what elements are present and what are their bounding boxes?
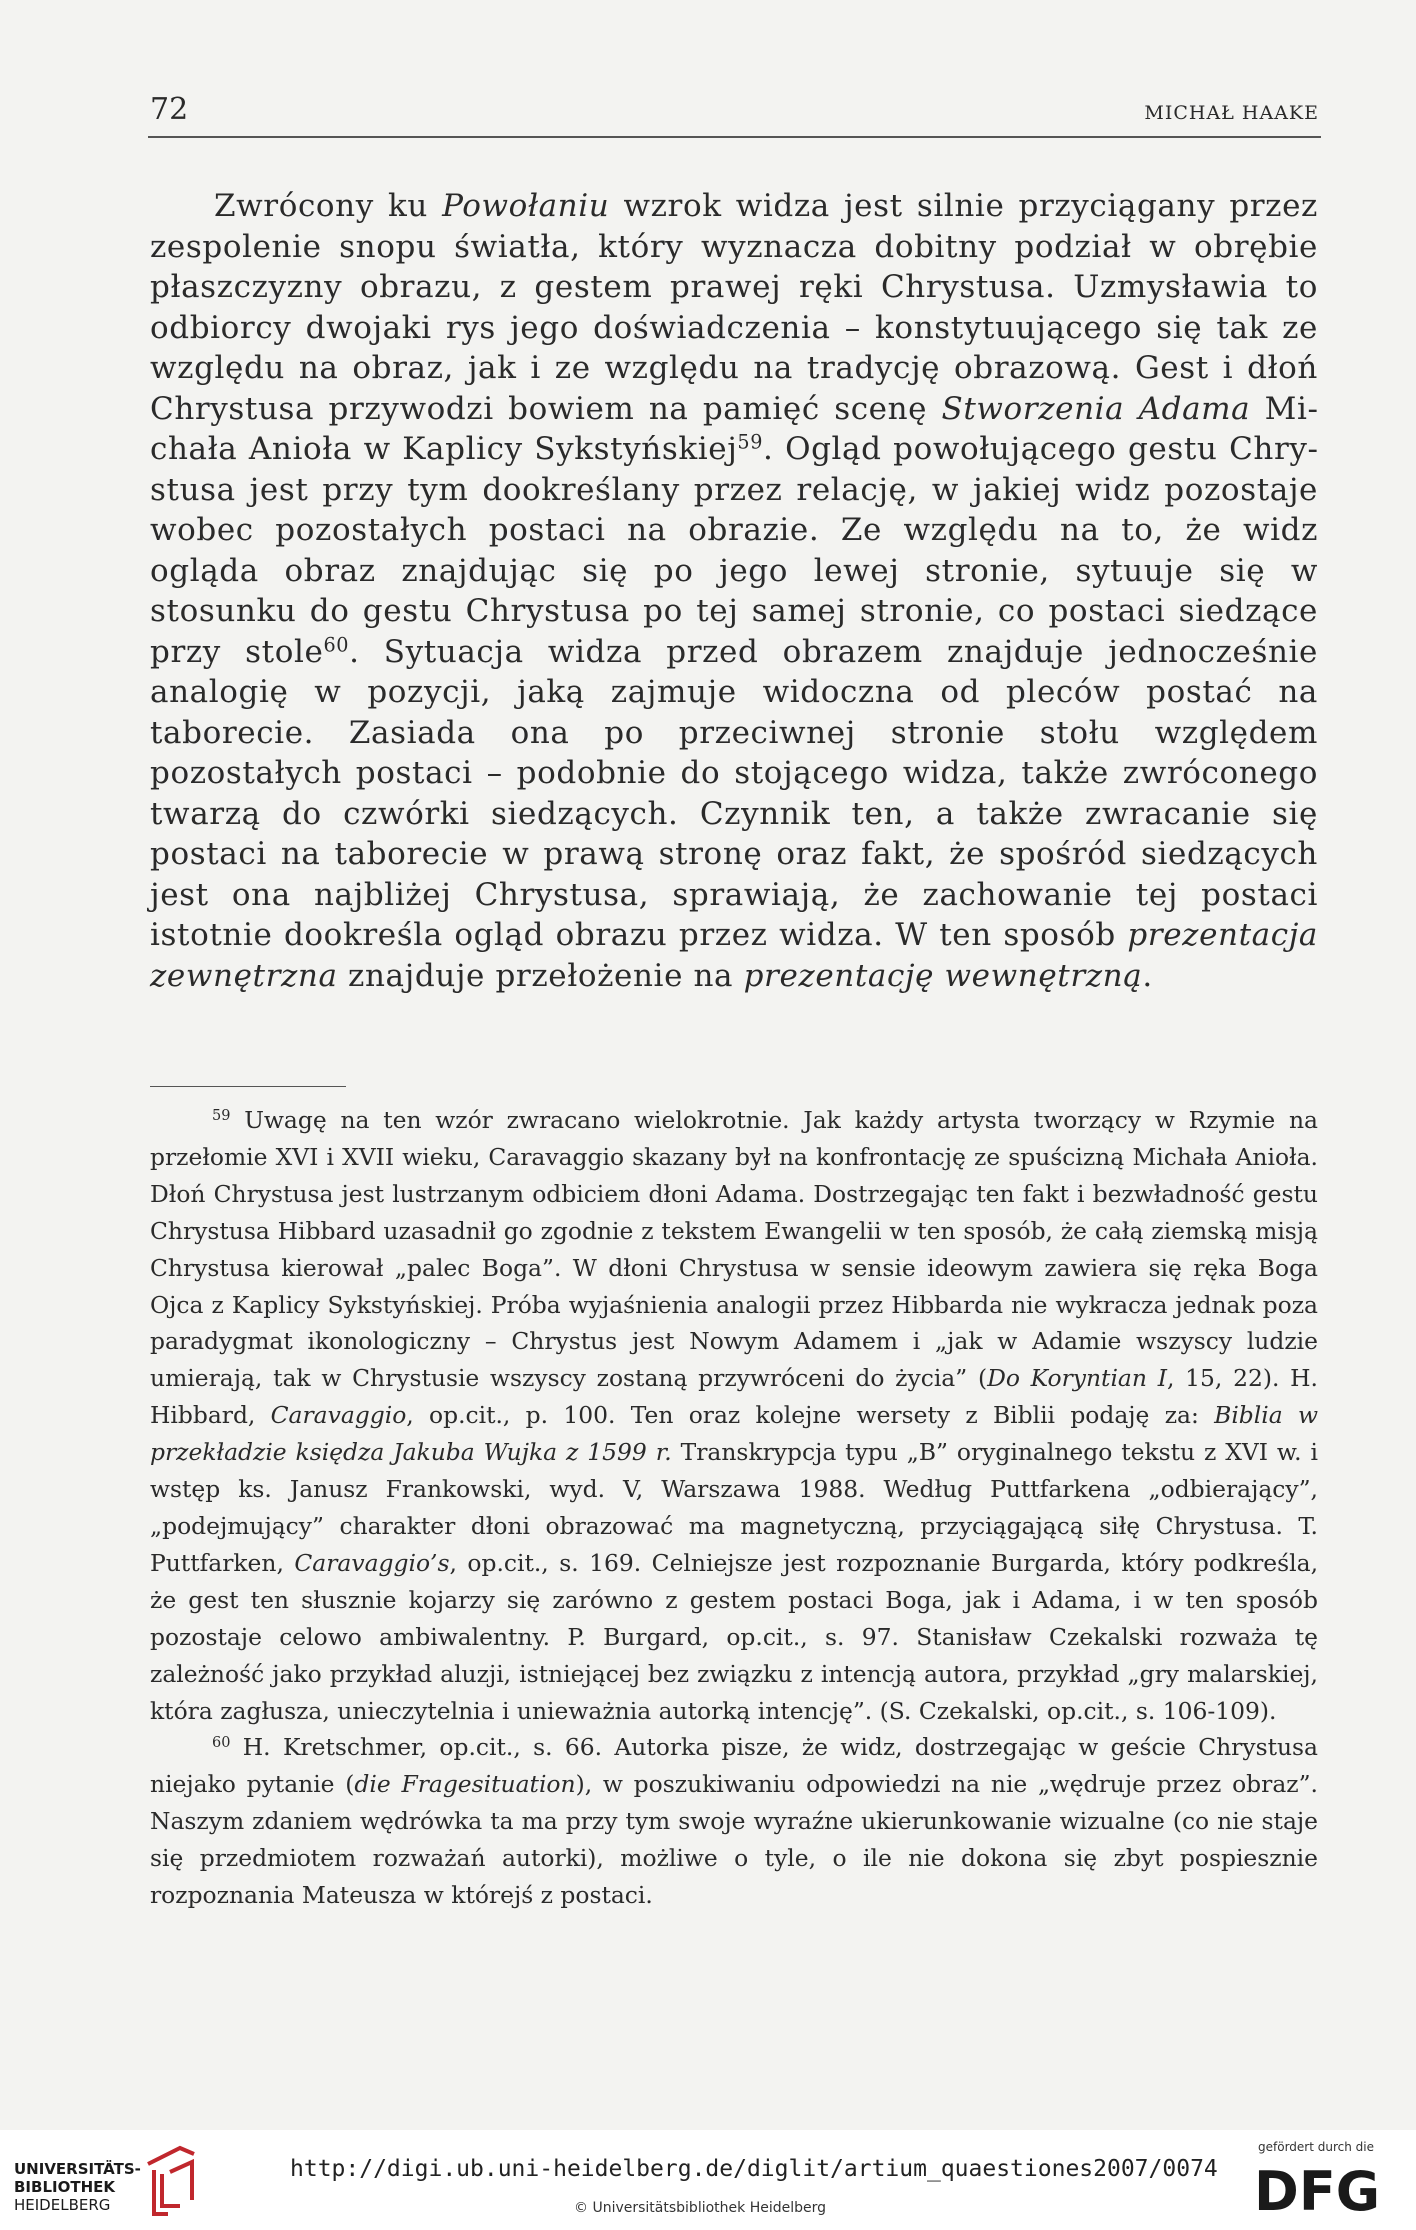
body-paragraph <box>150 186 1318 996</box>
italic-run: prezentację wewnętrzną <box>743 957 1143 994</box>
italic-run: Stworzenia Adama <box>941 390 1251 427</box>
italic-run: Caravaggio <box>270 1401 407 1430</box>
text-run: Transkrypcja typu „B” oryginalnego tekstu z XVI w. i wstęp ks. Janusz Frankowski, wyd. V, Warszawa 1988. Według Puttfarkena „odbierający”, „podejmujący” charakter dłoni obrazować ma magnetyczną, przyciągającą siłę Chrystusa. T. Puttfarken, <box>150 1438 1318 1577</box>
library-name <box>14 2160 141 2214</box>
permalink-url[interactable]: http://digi.ub.uni-heidelberg.de/diglit/artium_quaestiones2007/0074 <box>290 2156 1218 2182</box>
italic-run: Powołaniu <box>442 188 610 224</box>
text-run: znajduje przełożenie na <box>337 957 744 994</box>
text-run: ), w poszukiwaniu odpowiedzi na nie „wędruje przez obraz”. Naszym zdaniem wędrówka ta ma przy tym swoje wyraźne ukierunkowanie wizualne (co nie staje się przedmiotem rozważań autorki), możliwe o tyle, o ile nie dokona się zbyt pospiesznie rozpoznania Mateusza w którejś z postaci. <box>150 1770 1318 1910</box>
footnote-marker: 60 <box>212 1735 231 1752</box>
copyright-notice: © Universitätsbibliothek Heidelberg <box>574 2200 827 2216</box>
text-run: H. Kretschmer, op.cit., s. 66. Autorka pisze, że widz, dostrzegając w geście Chrystusa niejako pytanie ( <box>150 1733 1318 1799</box>
italic-run: Caravaggio’s <box>294 1548 450 1577</box>
text-run: . Sytuacja widza przed obrazem znajduje jednocześnie analogię w pozycji, jaką zajmuje widoczna od pleców postać na taborecie. Zasiada ona po przeciwnej stronie stołu względem pozostałych postaci – podobnie do stojącego widza, także zwróconego twarzą do czwórki siedzących. Czynnik ten, a także zwracanie się postaci na taborecie w prawą stronę oraz fakt, że spośród siedzących jest ona najbliżej Chrystusa, sprawiają, że zachowanie tej postaci istotnie dookreśla ogląd obrazu przez widza. W ten sposób <box>150 633 1318 953</box>
text-run: , 15, 22). H. Hibbard, <box>150 1364 1318 1430</box>
text-run: Zwrócony ku <box>214 188 443 224</box>
footnote <box>150 1729 1318 1914</box>
text-run: . <box>1142 957 1153 994</box>
library-line-2: BIBLIOTHEK <box>14 2178 115 2196</box>
page-header <box>148 92 1321 138</box>
library-line-1: UNIVERSITÄTS- <box>14 2160 141 2178</box>
library-city: HEIDELBERG <box>14 2196 111 2214</box>
text-run: , op.cit., s. 169. Celniejsze jest rozpoznanie Burgarda, który podkreśla, że gest ten słusznie kojarzy się zarówno z gestem postaci Boga, jak i Adama, i w ten sposób pozostaje celowo ambiwalentny. P. Burgard, op.cit., s. 97. Stanisław Czekalski rozważa tę zależność jako przykład aluzji, istniejącej bez związku z intencją autora, przykład „gry malarskiej, która zagłusza, unieczytelnia i unieważnia autorką intencję”. (S. Czekalski, op.cit., s. 106-109). <box>150 1548 1319 1725</box>
italic-run: prezentacja zewnętrzna <box>150 917 1318 994</box>
italic-run: die Fragesituation <box>354 1770 576 1799</box>
digitization-footer <box>0 2130 1416 2230</box>
running-head: MICHAŁ HAAKE <box>1144 102 1319 124</box>
footnote <box>150 1102 1318 1729</box>
footnotes <box>150 1102 1318 1914</box>
footnote-marker: 59 <box>212 1108 231 1125</box>
text-run: Michała Anioła w Kaplicy Sykstyńskiej <box>150 390 1318 467</box>
funded-by-label: gefördert durch die <box>1258 2140 1374 2154</box>
text-run: , op.cit., p. 100. Ten oraz kolejne wersety z Biblii podaję za: <box>406 1401 1215 1430</box>
text-run: Uwagę na ten wzór zwracano wielokrotnie. Jak każdy artysta tworzący w Rzymie na przełomie XVI i XVII wieku, Caravaggio skazany był na konfrontację ze spuścizną Michała Anioła. Dłoń Chrystusa jest lustrzanym odbiciem dłoni Adama. Dostrzegając ten fakt i bezwładność gestu Chrystusa Hibbard uzasadnił go zgodnie z tekstem Ewangelii w ten sposób, że całą ziemską misją Chrystusa kierował „palec Boga”. W dłoni Chrystusa w sensie ideowym zawiera się ręka Boga Ojca z Kaplicy Sykstyńskiej. Próba wyjaśnienia analogii przez Hibbarda nie wykracza jednak poza paradygmat ikonologiczny – Chrystus jest Nowym Adamem i „jak w Adamie wszyscy ludzie umierają, tak w Chrystusie wszyscy zostaną przywróceni do życia” ( <box>150 1106 1318 1393</box>
footnote-marker: 60 <box>323 632 350 656</box>
page-number: 72 <box>150 92 189 127</box>
dfg-logo-icon <box>1252 2158 1392 2218</box>
footnote-marker: 59 <box>737 430 764 454</box>
text-run: wzrok widza jest silnie przyciągany przez zespolenie snopu światła, który wyznacza dobitny podział w obrębie płaszczyzny obrazu, z gestem prawej ręki Chrystusa. Uzmysławia to odbiorcy dwojaki rys jego doświadczenia – konstytuującego się tak ze względu na obraz, jak i ze względu na tradycję obrazową. Gest i dłoń Chrystusa przywodzi bowiem na pamięć scenę <box>150 188 1318 427</box>
library-logo-icon <box>140 2144 200 2220</box>
text-run: . Ogląd powołującego gestu Chrystusa jest przy tym dookreślany przez relację, w jakiej widz pozostaje wobec pozostałych postaci na obrazie. Ze względu na to, że widz ogląda obraz znajdując się po jego lewej stronie, sytuuje się w stosunku do gestu Chrystusa po tej samej stronie, co postaci siedzące przy stole <box>150 431 1318 670</box>
dfg-logo-text: DFG <box>1254 2160 1381 2218</box>
italic-run: Biblia w przekładzie księdza Jakuba Wujka z 1599 r. <box>150 1401 1319 1467</box>
italic-run: Do Koryntian I <box>987 1364 1167 1393</box>
footnote-separator <box>150 1086 346 1087</box>
